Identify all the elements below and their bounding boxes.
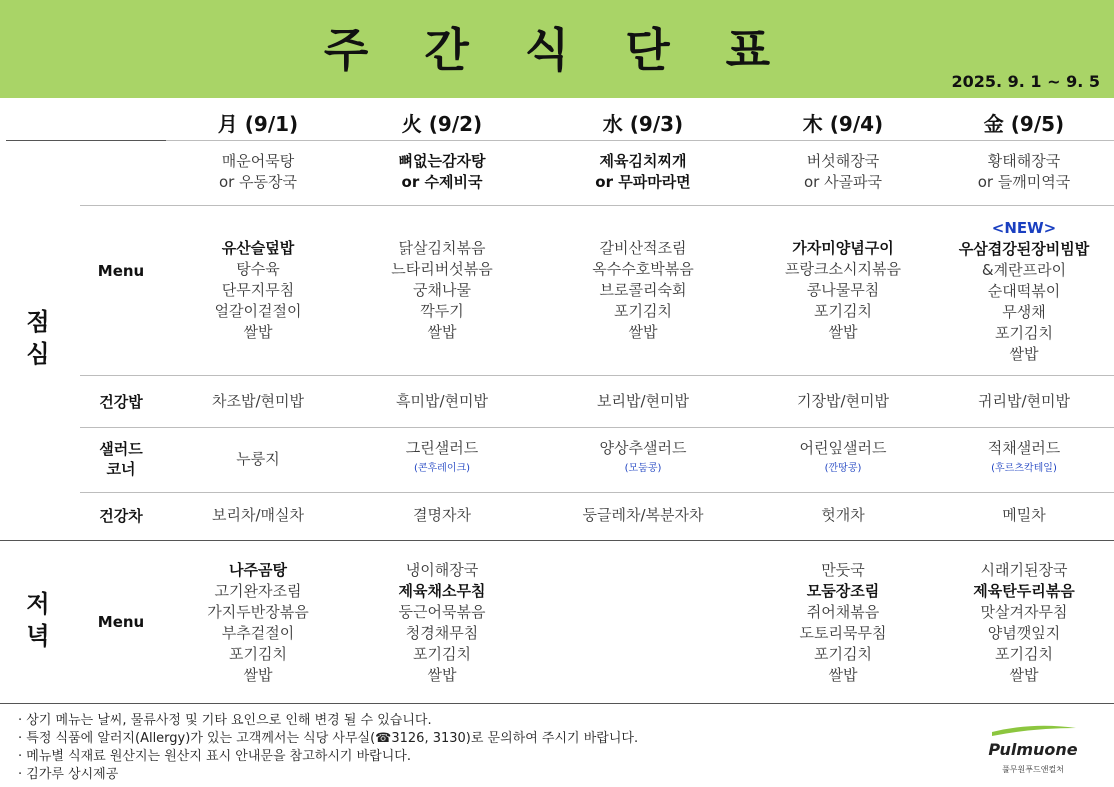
menu-item: 쌀밥 [828, 666, 858, 684]
dinner-section-label [18, 588, 58, 652]
lunch-main-tue [342, 238, 542, 343]
row-divider [80, 205, 1114, 206]
menu-item: 포기김치 [229, 645, 287, 663]
note-line: · 김가루 상시제공 [18, 767, 119, 782]
menu-item: 쌀밥 [828, 323, 858, 341]
salad-name: 적채샐러드 [987, 439, 1061, 457]
menu-item: 쌀밥 [427, 323, 457, 341]
dinner-thu [743, 560, 943, 686]
lunch-main-wed [543, 238, 743, 343]
menu-item: 부추겉절이 [221, 624, 295, 642]
healthy-rice-tue: 흑미밥/현미밥 [396, 392, 488, 410]
dinner-mon [158, 560, 358, 686]
menu-item: 프랑크소시지볶음 [785, 260, 901, 278]
header-banner [0, 0, 1114, 98]
lunch-menu-label: Menu [97, 262, 145, 280]
soup-line: or 수제비국 [401, 173, 483, 191]
menu-item: 순대떡볶이 [987, 282, 1061, 300]
menu-item: 만둣국 [821, 561, 865, 579]
salad-topping: (콘후레이크) [413, 463, 471, 474]
menu-item: &계란프라이 [981, 261, 1067, 279]
healthy-rice-mon: 차조밥/현미밥 [212, 392, 304, 410]
menu-item: 갈비산적조림 [599, 239, 687, 257]
logo-swoosh-icon [978, 720, 1088, 740]
date-range: 2025. 9. 1 ~ 9. 5 [951, 72, 1100, 91]
dinner-menu-label: Menu [97, 613, 145, 631]
menu-item: 포기김치 [995, 645, 1053, 663]
salad-wed [543, 438, 743, 479]
menu-item: 포기김치 [614, 302, 672, 320]
menu-item: 포기김치 [814, 645, 872, 663]
tea-tue: 결명자차 [413, 506, 471, 524]
menu-item: 도토리묵무침 [799, 624, 887, 642]
salad-mon [158, 449, 358, 470]
menu-item: 쌀밥 [1009, 666, 1039, 684]
soup-line: 황태해장국 [987, 152, 1061, 170]
day-header-mon: 月 (9/1) [217, 112, 299, 136]
pulmuone-logo [978, 720, 1088, 776]
menu-item: 모둠장조림 [806, 582, 880, 600]
tea-fri: 메밀차 [1002, 506, 1046, 524]
lunch-label-char: 심 [26, 340, 50, 368]
dinner-fri [924, 560, 1114, 686]
soup-line: 버섯해장국 [806, 152, 880, 170]
menu-item: 고기완자조림 [214, 582, 302, 600]
tea-wed: 둥글레차/복분자차 [582, 506, 704, 524]
lunch-main-mon [158, 238, 358, 343]
salad-label-line: 샐러드 [99, 440, 143, 458]
menu-item: 포기김치 [413, 645, 471, 663]
tea-mon: 보리차/매실차 [212, 506, 304, 524]
menu-item: 우삼겹강된장비빔밥 [958, 240, 1090, 258]
menu-item: 브로콜리숙회 [599, 281, 687, 299]
lunch-main-fri [924, 218, 1114, 365]
menu-item: 유산슬덮밥 [221, 239, 295, 257]
menu-item: 가지두반장볶음 [207, 603, 309, 621]
menu-item: 냉이해장국 [405, 561, 479, 579]
soup-line: 매운어묵탕 [221, 152, 295, 170]
salad-topping: (모둠콩) [624, 463, 662, 474]
menu-item: 제육탄두리볶음 [973, 582, 1075, 600]
menu-item: 쥐어채볶음 [806, 603, 880, 621]
footer-divider [0, 703, 1114, 704]
header-divider [166, 140, 1114, 141]
note-line: · 특정 식품에 알러지(Allergy)가 있는 고객께서는 식당 사무실(☎3126, 3130)로 문의하여 주시기 바랍니다. [18, 731, 639, 746]
dinner-tue [342, 560, 542, 686]
healthy-tea-label: 건강차 [99, 507, 143, 525]
day-header-wed: 水 (9/3) [602, 112, 684, 136]
menu-item: 옥수수호박볶음 [592, 260, 694, 278]
salad-fri [924, 438, 1114, 479]
footer-notes [18, 712, 638, 784]
tea-thu: 헛개차 [821, 506, 865, 524]
menu-item: 쌀밥 [243, 666, 273, 684]
salad-name: 양상추샐러드 [599, 439, 687, 457]
salad-name: 어린잎샐러드 [799, 439, 887, 457]
healthy-rice-thu: 기장밥/현미밥 [797, 392, 889, 410]
salad-tue [342, 438, 542, 479]
menu-item: 맛살겨자무침 [980, 603, 1068, 621]
lunch-soup-fri [924, 151, 1114, 193]
note-line: · 메뉴별 식재료 원산지는 원산지 표시 안내문을 참고하시기 바랍니다. [18, 749, 411, 764]
soup-line: or 우동장국 [218, 173, 298, 191]
day-header-fri: 金 (9/5) [983, 112, 1065, 136]
lunch-soup-wed [543, 151, 743, 193]
lunch-soup-mon [158, 151, 358, 193]
page-title: 주 간 식 단 표 [323, 23, 791, 77]
menu-item: 포기김치 [995, 324, 1053, 342]
menu-item: 느타리버섯볶음 [391, 260, 493, 278]
menu-item: 쌀밥 [243, 323, 273, 341]
soup-line: or 무파마라면 [595, 173, 691, 191]
menu-item: 탕수육 [236, 260, 280, 278]
salad-corner-label [76, 439, 166, 479]
menu-item: 포기김치 [814, 302, 872, 320]
lunch-section-label [18, 306, 58, 370]
soup-line: 뼈없는감자탕 [398, 152, 486, 170]
lunch-main-thu [743, 238, 943, 343]
new-badge: <NEW> [991, 219, 1057, 237]
salad-label-line: 코너 [106, 460, 136, 478]
soup-line: or 사골파국 [803, 173, 883, 191]
menu-item: 쌀밥 [427, 666, 457, 684]
menu-item: 쌀밥 [1009, 345, 1039, 363]
menu-item: 시래기된장국 [980, 561, 1068, 579]
logo-wordmark: Pulmuone [988, 740, 1078, 759]
menu-item: 양념깻잎지 [987, 624, 1061, 642]
menu-item: 쌀밥 [628, 323, 658, 341]
row-divider [80, 427, 1114, 428]
menu-item: 청경채무침 [405, 624, 479, 642]
lunch-label-char: 점 [26, 308, 50, 336]
row-divider [80, 492, 1114, 493]
menu-item: 단무지무침 [221, 281, 295, 299]
logo-subtitle: 풀무원푸드앤컬처 [1002, 765, 1064, 774]
menu-item: 나주곰탕 [229, 561, 287, 579]
menu-item: 콩나물무침 [806, 281, 880, 299]
menu-item: 깍두기 [420, 302, 464, 320]
menu-item: 얼갈이겉절이 [214, 302, 302, 320]
header-divider-short [6, 140, 166, 141]
row-divider [80, 375, 1114, 376]
note-line: · 상기 메뉴는 날씨, 물류사정 및 기타 요인으로 인해 변경 될 수 있습니다. [18, 713, 432, 728]
healthy-rice-label: 건강밥 [99, 393, 143, 411]
menu-item: 제육채소무침 [398, 582, 486, 600]
healthy-rice-wed: 보리밥/현미밥 [597, 392, 689, 410]
lunch-soup-tue [342, 151, 542, 193]
section-divider [0, 540, 1114, 541]
menu-item: 가자미양념구이 [792, 239, 894, 257]
salad-thu [743, 438, 943, 479]
salad-name: 그린샐러드 [405, 439, 479, 457]
dinner-label-char: 녁 [26, 622, 50, 650]
healthy-rice-fri: 귀리밥/현미밥 [978, 392, 1070, 410]
day-header-thu: 木 (9/4) [802, 112, 884, 136]
lunch-soup-thu [743, 151, 943, 193]
soup-line: or 들깨미역국 [977, 173, 1071, 191]
salad-topping: (깐땅콩) [824, 463, 862, 474]
salad-name: 누룽지 [236, 450, 280, 468]
menu-item: 궁채나물 [413, 281, 471, 299]
menu-item: 둥근어묵볶음 [398, 603, 486, 621]
dinner-label-char: 저 [26, 590, 50, 618]
menu-item: 닭살김치볶음 [398, 239, 486, 257]
soup-line: 제육김치찌개 [599, 152, 687, 170]
menu-item: 무생채 [1002, 303, 1046, 321]
day-header-tue: 火 (9/2) [401, 112, 483, 136]
salad-topping: (후르츠칵테일) [991, 463, 1057, 474]
